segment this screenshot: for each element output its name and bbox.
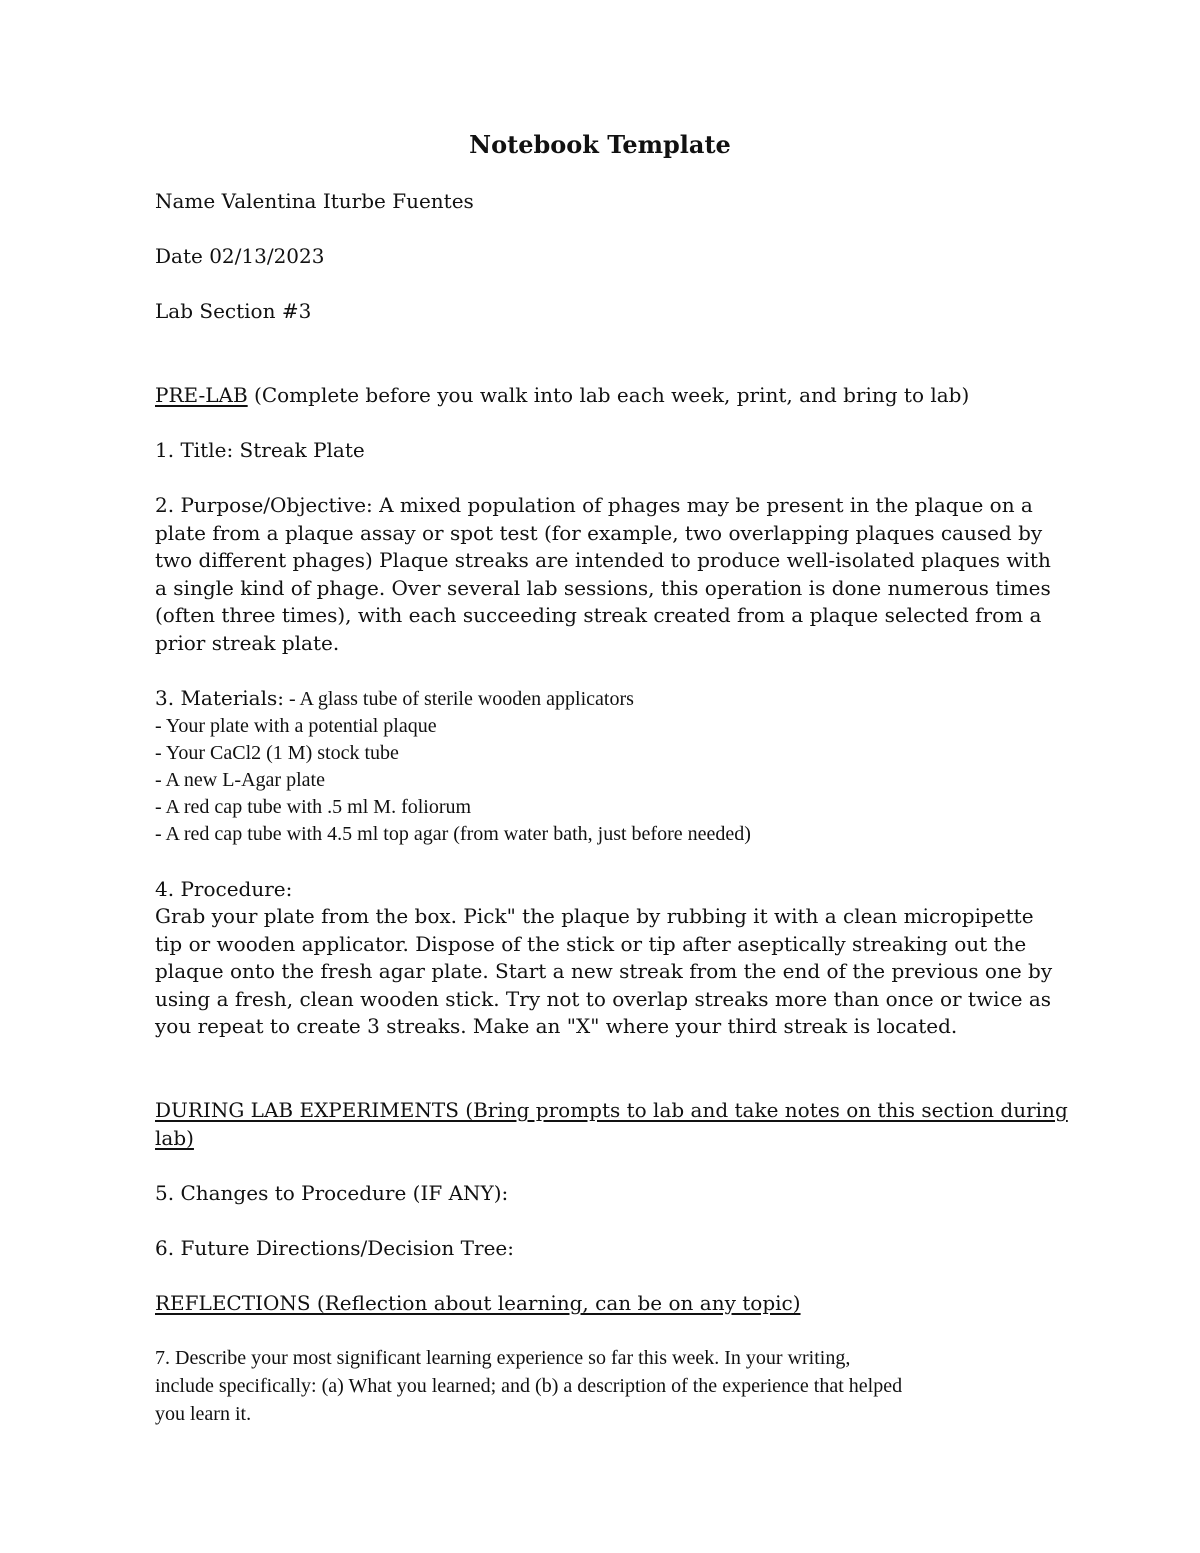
procedure-label: 4. Procedure: — [155, 877, 293, 901]
item-1-title: 1. Title: Streak Plate — [155, 438, 365, 462]
materials-item: - Your plate with a potential plaque — [155, 715, 437, 737]
lab-section-line: Lab Section #3 — [155, 299, 312, 323]
materials-item: - A red cap tube with .5 ml M. foliorum — [155, 796, 472, 818]
page-title: Notebook Template — [469, 130, 731, 159]
procedure-line: tip or wooden applicator. Dispose of the stick or tip after aseptically streaking out the — [155, 932, 1027, 956]
item-2-line: a single kind of phage. Over several lab sessions, this operation is done numerous times — [155, 576, 1051, 600]
prelab-heading-line — [155, 381, 969, 409]
item-7-line: 7. Describe your most significant learning experience so far this week. In your writing, — [155, 1347, 851, 1369]
materials-item: - A glass tube of sterile wooden applicators — [284, 688, 634, 710]
item-7-line: you learn it. — [155, 1403, 252, 1425]
prelab-heading-note: (Complete before you walk into lab each week, print, and bring to lab) — [254, 383, 970, 407]
materials-label: 3. Materials: — [155, 686, 284, 710]
materials-item: - A red cap tube with 4.5 ml top agar (from water bath, just before needed) — [155, 823, 751, 845]
item-2-line: two different phages) Plaque streaks are intended to produce well-isolated plaques with — [155, 548, 1051, 572]
item-2-line: 2. Purpose/Objective: A mixed population of phages may be present in the plaque on a — [155, 493, 1033, 517]
date-line: Date 02/13/2023 — [155, 244, 325, 268]
procedure-line: using a fresh, clean wooden stick. Try not to overlap streaks more than once or twice as — [155, 987, 1052, 1011]
materials-first-line — [155, 684, 634, 713]
item-2-line: plate from a plaque assay or spot test (for example, two overlapping plaques caused by — [155, 521, 1043, 545]
procedure-line: Grab your plate from the box. Pick" the plaque by rubbing it with a clean micropipette — [155, 904, 1034, 928]
item-6-future: 6. Future Directions/Decision Tree: — [155, 1236, 514, 1260]
materials-item: - A new L-Agar plate — [155, 769, 325, 791]
during-lab-heading: lab) — [155, 1126, 194, 1150]
during-lab-heading: DURING LAB EXPERIMENTS (Bring prompts to lab and take notes on this section during — [155, 1098, 1068, 1122]
item-7-line: include specifically: (a) What you learned; and (b) a description of the experience that helped — [155, 1375, 903, 1397]
item-2-line: (often three times), with each succeeding streak created from a plaque selected from a — [155, 603, 1042, 627]
name-line: Name Valentina Iturbe Fuentes — [155, 189, 474, 213]
item-2-line: prior streak plate. — [155, 631, 340, 655]
procedure-line: you repeat to create 3 streaks. Make an "X" where your third streak is located. — [155, 1014, 958, 1038]
prelab-heading: PRE-LAB — [155, 383, 248, 407]
materials-item: - Your CaCl2 (1 M) stock tube — [155, 742, 399, 764]
procedure-line: plaque onto the fresh agar plate. Start a new streak from the end of the previous one by — [155, 959, 1053, 983]
item-5-changes: 5. Changes to Procedure (IF ANY): — [155, 1181, 509, 1205]
reflections-heading: REFLECTIONS (Reflection about learning, can be on any topic) — [155, 1291, 801, 1315]
